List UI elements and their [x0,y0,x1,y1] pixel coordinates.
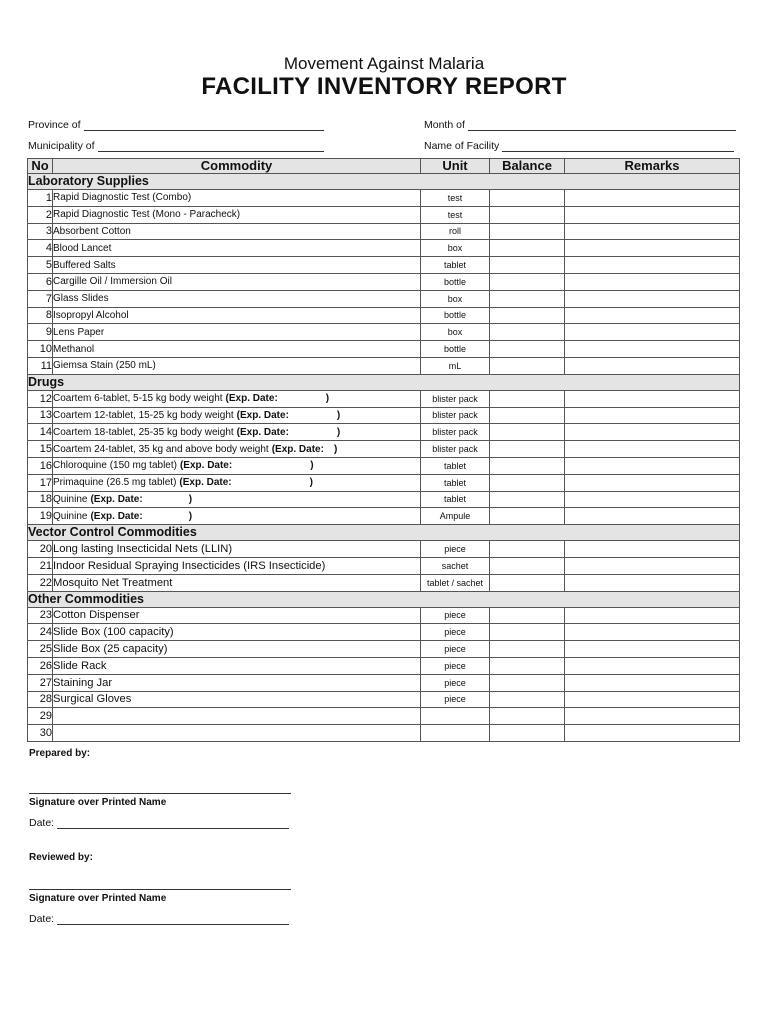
exp-date-close: ) [336,409,341,421]
exp-date-label: (Exp. Date: [236,409,289,421]
table-row [28,290,740,307]
remarks-cell[interactable] [565,357,740,374]
exp-date-blank[interactable] [143,494,189,505]
balance-cell[interactable] [490,407,565,424]
table-row [28,674,740,691]
section-header-row [28,374,740,390]
table-row [28,708,740,725]
row-number: 2 [28,206,53,223]
section-title: Other Commodities [28,591,740,607]
remarks-cell[interactable] [565,390,740,407]
unit-cell: bottle [421,307,490,324]
remarks-cell[interactable] [565,541,740,558]
prepared-date-blank[interactable] [57,818,289,829]
exp-date-label: (Exp. Date: [225,393,278,405]
remarks-cell[interactable] [565,491,740,508]
remarks-cell[interactable] [565,273,740,290]
commodity-cell: Methanol [53,341,421,358]
exp-date-close: ) [188,493,193,505]
row-number: 21 [28,557,53,574]
table-header-row [28,159,740,174]
remarks-cell[interactable] [565,657,740,674]
balance-cell[interactable] [490,357,565,374]
balance-cell[interactable] [490,557,565,574]
col-header-no: No [28,159,53,174]
table-row [28,390,740,407]
balance-cell[interactable] [490,290,565,307]
balance-cell[interactable] [490,508,565,525]
province-label: Province of [28,119,81,131]
table-row [28,624,740,641]
unit-cell: blister pack [421,407,490,424]
reviewed-by-label: Reviewed by: [29,852,93,863]
row-number: 18 [28,491,53,508]
exp-date-blank[interactable] [232,477,310,488]
commodity-name: Primaquine (26.5 mg tablet) [53,477,177,489]
section-title: Drugs [28,374,740,390]
row-number: 25 [28,641,53,658]
remarks-cell[interactable] [565,206,740,223]
row-number: 20 [28,541,53,558]
commodity-cell [53,708,421,725]
commodity-name: Quinine [53,510,88,522]
unit-cell: Ampule [421,508,490,525]
remarks-cell[interactable] [565,424,740,441]
table-row [28,273,740,290]
balance-cell[interactable] [490,307,565,324]
commodity-cell: Absorbent Cotton [53,223,421,240]
province-field[interactable] [28,119,324,131]
unit-cell: test [421,190,490,207]
table-row [28,223,740,240]
table-row [28,407,740,424]
municipality-blank[interactable] [98,141,324,152]
table-row [28,457,740,474]
unit-cell: piece [421,657,490,674]
remarks-cell[interactable] [565,341,740,358]
commodity-name: Quinine [53,493,88,505]
facility-blank[interactable] [502,141,734,152]
row-number: 4 [28,240,53,257]
exp-date-blank[interactable] [324,444,334,455]
remarks-cell[interactable] [565,557,740,574]
province-blank[interactable] [84,120,324,131]
remarks-cell[interactable] [565,708,740,725]
table-row [28,725,740,742]
section-title: Vector Control Commodities [28,525,740,541]
commodity-cell [53,441,421,458]
commodity-cell: Staining Jar [53,674,421,691]
table-row [28,424,740,441]
table-row [28,607,740,624]
commodity-cell: Cotton Dispenser [53,607,421,624]
reviewed-date-blank[interactable] [57,914,289,925]
remarks-cell[interactable] [565,324,740,341]
commodity-cell: Mosquito Net Treatment [53,574,421,591]
exp-date-blank[interactable] [289,427,337,438]
reviewed-date-label: Date: [29,913,55,925]
remarks-cell[interactable] [565,223,740,240]
commodity-cell: Rapid Diagnostic Test (Mono - Paracheck) [53,206,421,223]
unit-cell: bottle [421,341,490,358]
row-number: 15 [28,441,53,458]
remarks-cell[interactable] [565,691,740,708]
col-header-balance: Balance [490,159,565,174]
facility-label: Name of Facility [424,140,500,152]
table-row [28,240,740,257]
balance-cell[interactable] [490,324,565,341]
remarks-cell[interactable] [565,641,740,658]
remarks-cell[interactable] [565,457,740,474]
balance-cell[interactable] [490,607,565,624]
unit-cell: box [421,324,490,341]
table-row [28,324,740,341]
unit-cell: piece [421,691,490,708]
exp-date-label: (Exp. Date: [90,493,143,505]
row-number: 5 [28,257,53,274]
unit-cell [421,725,490,742]
balance-cell[interactable] [490,341,565,358]
commodity-cell: Slide Box (25 capacity) [53,641,421,658]
balance-cell[interactable] [490,424,565,441]
commodity-cell: Rapid Diagnostic Test (Combo) [53,190,421,207]
reviewed-signature-label: Signature over Printed Name [29,893,167,904]
commodity-cell: Slide Rack [53,657,421,674]
commodity-cell: Cargille Oil / Immersion Oil [53,273,421,290]
balance-cell[interactable] [490,441,565,458]
balance-cell[interactable] [490,641,565,658]
commodity-cell [53,457,421,474]
prepared-by-label: Prepared by: [29,748,91,759]
commodity-cell [53,725,421,742]
prepared-signature-label: Signature over Printed Name [29,797,167,808]
row-number: 23 [28,607,53,624]
balance-cell[interactable] [490,491,565,508]
commodity-cell: Blood Lancet [53,240,421,257]
unit-cell: piece [421,674,490,691]
commodity-cell: Lens Paper [53,324,421,341]
table-row [28,641,740,658]
exp-date-close: ) [325,393,330,405]
balance-cell[interactable] [490,674,565,691]
commodity-cell: Glass Slides [53,290,421,307]
table-row [28,357,740,374]
unit-cell [421,708,490,725]
exp-date-label: (Exp. Date: [179,460,233,472]
exp-date-close: ) [309,477,313,489]
remarks-cell[interactable] [565,508,740,525]
commodity-cell [53,508,421,525]
row-number: 3 [28,223,53,240]
col-header-commodity: Commodity [53,159,421,174]
exp-date-label: (Exp. Date: [236,426,289,438]
table-row [28,691,740,708]
unit-cell: piece [421,624,490,641]
balance-cell[interactable] [490,624,565,641]
col-header-unit: Unit [421,159,490,174]
remarks-cell[interactable] [565,190,740,207]
row-number: 6 [28,273,53,290]
unit-cell: box [421,290,490,307]
section-header-row [28,525,740,541]
remarks-cell[interactable] [565,624,740,641]
commodity-name: Coartem 24-tablet, 35 kg and above body weight [53,443,269,455]
table-row [28,491,740,508]
commodity-name: Coartem 6-tablet, 5-15 kg body weight [53,393,223,405]
table-body [28,174,740,742]
remarks-cell[interactable] [565,574,740,591]
prepared-signature-line[interactable] [29,793,291,794]
unit-cell: sachet [421,557,490,574]
table-row [28,307,740,324]
unit-cell: bottle [421,273,490,290]
row-number: 22 [28,574,53,591]
unit-cell: blister pack [421,390,490,407]
commodity-name: Coartem 18-tablet, 25-35 kg body weight [53,426,234,438]
remarks-cell[interactable] [565,607,740,624]
remarks-cell[interactable] [565,240,740,257]
prepared-date-label: Date: [29,817,55,829]
table-row [28,190,740,207]
commodity-name: Coartem 12-tablet, 15-25 kg body weight [53,409,234,421]
col-header-remarks: Remarks [565,159,740,174]
exp-date-blank[interactable] [143,511,189,522]
row-number: 13 [28,407,53,424]
prepared-date-field[interactable] [29,817,289,829]
month-blank[interactable] [468,120,736,131]
commodity-cell: Long lasting Insecticidal Nets (LLIN) [53,541,421,558]
exp-date-blank[interactable] [232,460,310,471]
balance-cell[interactable] [490,190,565,207]
unit-cell: tablet [421,474,490,491]
balance-cell[interactable] [490,691,565,708]
remarks-cell[interactable] [565,441,740,458]
unit-cell: mL [421,357,490,374]
unit-cell: roll [421,223,490,240]
exp-date-blank[interactable] [278,393,326,404]
section-header-row [28,174,740,190]
remarks-cell[interactable] [565,257,740,274]
commodity-cell [53,407,421,424]
unit-cell: tablet [421,457,490,474]
exp-date-close: ) [188,510,193,522]
row-number: 1 [28,190,53,207]
commodity-cell: Surgical Gloves [53,691,421,708]
table-row [28,474,740,491]
month-field[interactable] [424,119,736,131]
balance-cell[interactable] [490,474,565,491]
exp-date-label: (Exp. Date: [271,443,324,455]
unit-cell: tablet [421,491,490,508]
row-number: 16 [28,457,53,474]
commodity-cell [53,491,421,508]
table-row [28,574,740,591]
table-row [28,257,740,274]
exp-date-blank[interactable] [289,410,337,421]
municipality-field[interactable] [28,140,324,152]
row-number: 17 [28,474,53,491]
remarks-cell[interactable] [565,474,740,491]
row-number: 12 [28,390,53,407]
row-number: 19 [28,508,53,525]
row-number: 26 [28,657,53,674]
commodity-cell: Isopropyl Alcohol [53,307,421,324]
remarks-cell[interactable] [565,307,740,324]
balance-cell[interactable] [490,708,565,725]
commodity-name: Chloroquine (150 mg tablet) [53,460,177,472]
unit-cell: tablet [421,257,490,274]
balance-cell[interactable] [490,240,565,257]
row-number: 14 [28,424,53,441]
reviewed-date-field[interactable] [29,913,289,925]
unit-cell: piece [421,541,490,558]
row-number: 7 [28,290,53,307]
row-number: 24 [28,624,53,641]
unit-cell: test [421,206,490,223]
table-row [28,206,740,223]
municipality-label: Municipality of [28,140,95,152]
row-number: 29 [28,708,53,725]
table-row [28,657,740,674]
table-row [28,441,740,458]
row-number: 9 [28,324,53,341]
commodity-cell: Giemsa Stain (250 mL) [53,357,421,374]
reviewed-signature-line[interactable] [29,889,291,890]
exp-date-label: (Exp. Date: [179,477,232,489]
row-number: 10 [28,341,53,358]
row-number: 27 [28,674,53,691]
exp-date-label: (Exp. Date: [90,510,143,522]
section-header-row [28,591,740,607]
balance-cell[interactable] [490,257,565,274]
commodity-cell [53,424,421,441]
balance-cell[interactable] [490,725,565,742]
unit-cell: piece [421,607,490,624]
balance-cell[interactable] [490,223,565,240]
balance-cell[interactable] [490,390,565,407]
commodity-cell: Buffered Salts [53,257,421,274]
balance-cell[interactable] [490,657,565,674]
exp-date-close: ) [333,443,338,455]
balance-cell[interactable] [490,206,565,223]
remarks-cell[interactable] [565,674,740,691]
form-subtitle: Movement Against Malaria [283,54,485,73]
balance-cell[interactable] [490,273,565,290]
section-title: Laboratory Supplies [28,174,740,190]
row-number: 28 [28,691,53,708]
commodity-cell: Indoor Residual Spraying Insecticides (IRS Insecticide) [53,557,421,574]
facility-field[interactable] [424,140,734,152]
commodity-cell [53,390,421,407]
unit-cell: blister pack [421,424,490,441]
table-row [28,341,740,358]
row-number: 8 [28,307,53,324]
row-number: 11 [28,357,53,374]
balance-cell[interactable] [490,457,565,474]
form-title: FACILITY INVENTORY REPORT [201,73,567,100]
unit-cell: box [421,240,490,257]
balance-cell[interactable] [490,574,565,591]
remarks-cell[interactable] [565,725,740,742]
commodity-cell: Slide Box (100 capacity) [53,624,421,641]
table-row [28,557,740,574]
commodity-cell [53,474,421,491]
balance-cell[interactable] [490,541,565,558]
row-number: 30 [28,725,53,742]
inventory-table [27,158,740,742]
remarks-cell[interactable] [565,407,740,424]
remarks-cell[interactable] [565,290,740,307]
unit-cell: tablet / sachet [421,574,490,591]
table-row [28,541,740,558]
exp-date-close: ) [310,460,314,472]
unit-cell: blister pack [421,441,490,458]
month-label: Month of [424,119,465,131]
unit-cell: piece [421,641,490,658]
table-row [28,508,740,525]
exp-date-close: ) [336,426,341,438]
